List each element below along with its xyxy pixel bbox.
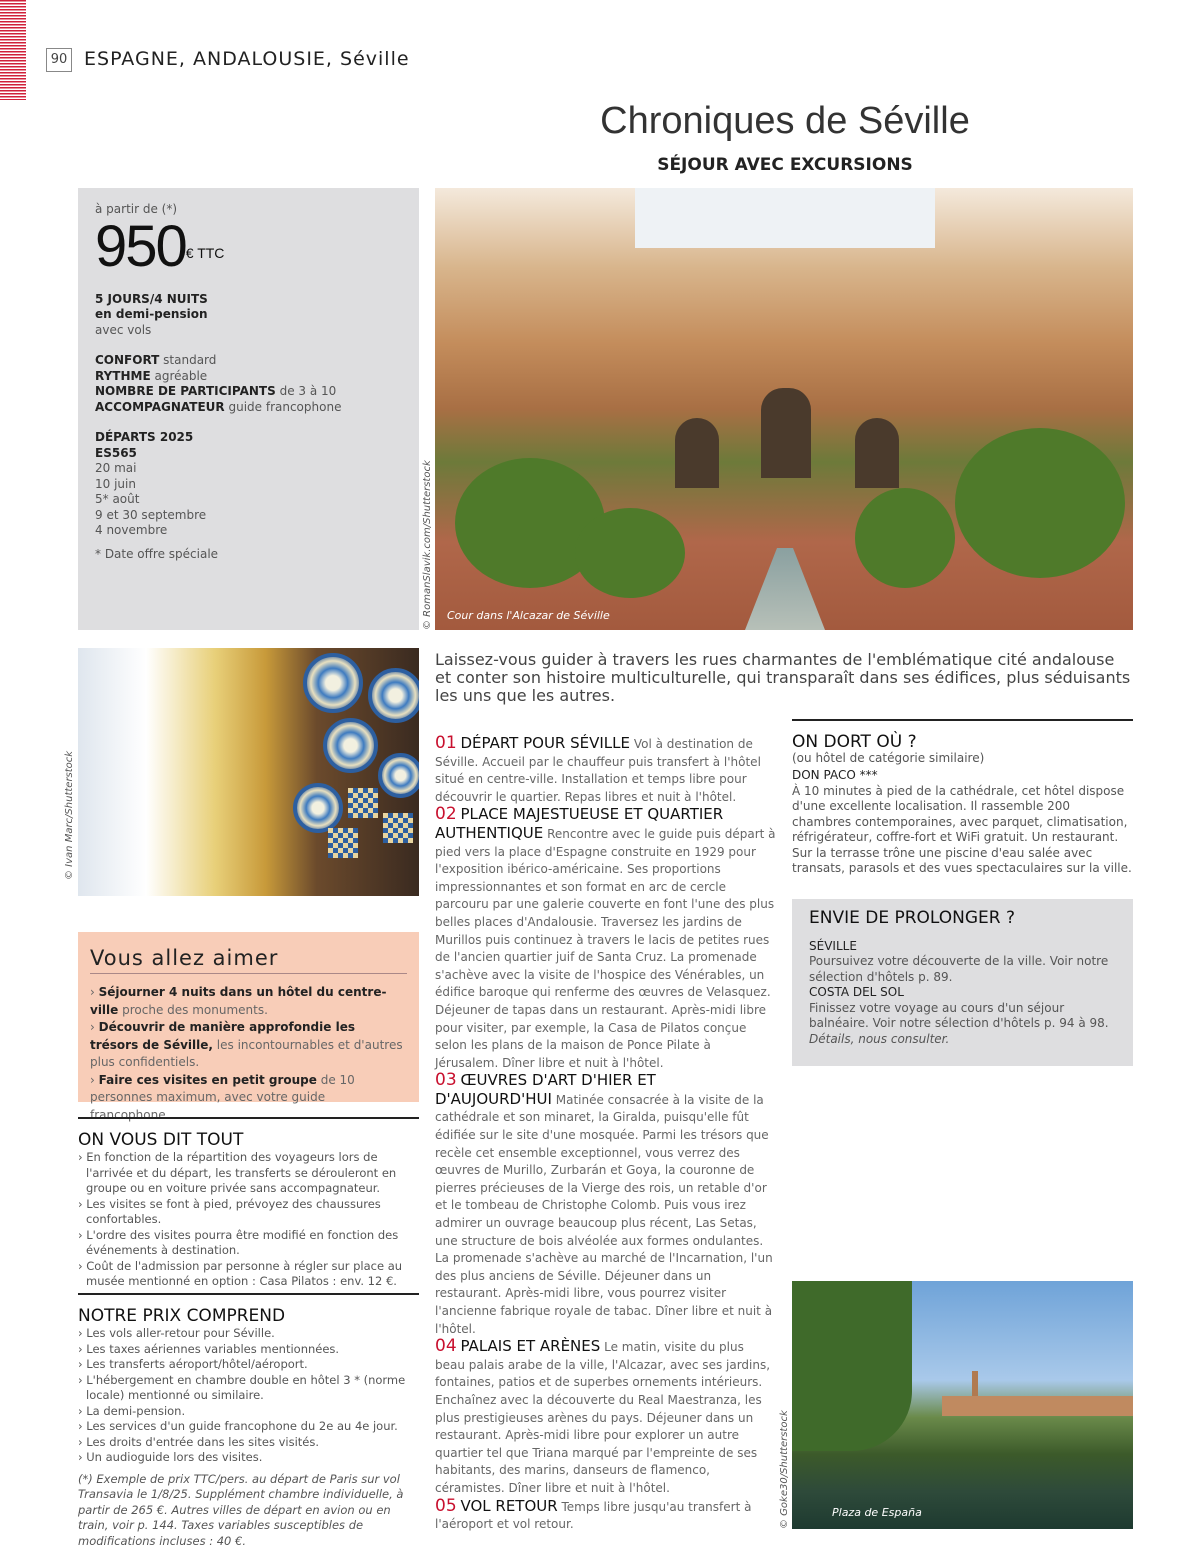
day-3 xyxy=(435,1072,777,1338)
day-5 xyxy=(435,1495,777,1534)
item-text: Les vols aller-retour pour Séville. xyxy=(86,1326,275,1340)
item-text: L'hébergement en chambre double en hôtel 3 * (norme locale) mentionné ou similaire. xyxy=(86,1372,406,1402)
board: en demi-pension xyxy=(95,307,208,321)
departure-date: 9 et 30 septembre xyxy=(95,507,207,522)
specs xyxy=(95,353,402,415)
departure-date: 10 juin xyxy=(95,476,136,491)
day-title: VOL RETOUR xyxy=(460,1496,558,1515)
day-title: PLACE MAJESTUEUSE ET QUARTIER AUTHENTIQUE xyxy=(435,805,724,842)
envie-de-prolonger-box xyxy=(792,899,1133,1066)
aimer-item-bold: Faire ces visites en petit groupe xyxy=(98,1072,317,1087)
list-item: › La demi-pension. xyxy=(78,1403,186,1418)
day-4 xyxy=(435,1338,777,1497)
aimer-item: › Séjourner 4 nuits dans un hôtel du centre-ville proche des monuments. xyxy=(90,985,387,1017)
item-text: Un audioguide lors des visites. xyxy=(86,1450,263,1464)
hotel-name: DON PACO *** xyxy=(792,768,878,782)
trip-code: ES565 xyxy=(95,445,137,460)
day-number: 05 xyxy=(435,1495,457,1516)
page-title: Chroniques de Séville xyxy=(600,100,970,142)
hotel-note: (ou hôtel de catégorie similaire) xyxy=(792,750,985,765)
section-title: ON VOUS DIT TOUT xyxy=(78,1130,244,1150)
list-item: › L'ordre des visites pourra être modifié en fonction des événements à destination. xyxy=(78,1227,399,1257)
intro-text: Laissez-vous guider à travers les rues charmantes de l'emblématique cité andalouse et conter son histoire multiculturelle, qui transparaît dans ses édifices, plus séduisants les uns que les autres. xyxy=(435,650,1131,705)
list-item: › Les visites se font à pied, prévoyez des chaussures confortables. xyxy=(78,1196,381,1226)
list-item: › Un audioguide lors des visites. xyxy=(78,1450,263,1464)
breadcrumb: ESPAGNE, ANDALOUSIE, Séville xyxy=(84,48,410,70)
photo3-caption: Plaza de España xyxy=(832,1506,922,1519)
list-item: › L'hébergement en chambre double en hôtel 3 * (norme locale) mentionné ou similaire. xyxy=(78,1372,406,1402)
day-text: Matinée consacrée à la visite de la cathédrale et son minaret, la Giralda, puisqu'elle fût édifiée sur le site d'une mosquée. Parmi les trésors que recèle cet ensemble exceptionnel, vous verrez des œuvres de Murillo, Zurbarán et Goya, la couronne de pierres précieuses de la Vierge des rois, un retable d'or et le tombeau de Christophe Colomb. Puis vous irez admirer un ouvrage beaucoup plus récent, Las Setas, une structure de bois alvéolée aux formes ondulantes. La promenade s'achève au marché de l'Incarnation, l'un des plus anciens de Séville. Déjeuner dans un restaurant. Après-midi libre, vous pourrez visiter l'ancienne fabrique royale de tabac. Dîner libre et nuit à l'hôtel. xyxy=(435,1092,773,1336)
list-item: › Coût de l'admission par personne à régler sur place au musée mentionné en option : Casa Pilatos : env. 12 €. xyxy=(78,1258,403,1288)
extension-note: Détails, nous consulter. xyxy=(809,1031,950,1046)
extension-text: Poursuivez votre découverte de la ville. Voir notre sélection d'hôtels p. 89. xyxy=(809,954,1109,984)
day-text: Temps libre jusqu'au transfert à l'aéroport et vol retour. xyxy=(435,1499,752,1532)
day-1 xyxy=(435,735,777,806)
day-2 xyxy=(435,806,777,1072)
price-value: 950 xyxy=(95,213,186,279)
spec-value: standard xyxy=(163,353,217,367)
day-text: Vol à destination de Séville. Accueil par le chauffeur puis transfert à l'hôtel situé en centre-ville. Installation et temps libre pour découvrir le quartier. Repas libres et nuit à l'hôtel. xyxy=(435,737,761,804)
price-note: (*) Exemple de prix TTC/pers. au départ de Paris sur vol Transavia le 1/8/25. Supplément chambre individuelle, à partir de 265 €. Autres villes de départ en avion ou en train, voir p. 144. Taxes variables susceptibles de modifications incluses : 40 €. xyxy=(78,1471,404,1548)
list-item: › Les vols aller-retour pour Séville. xyxy=(78,1326,275,1340)
day-number: 02 xyxy=(435,804,457,825)
item-text: Les services d'un guide francophone du 2e au 4e jour. xyxy=(86,1419,398,1433)
on-dort-ou xyxy=(792,719,1133,877)
decorative-stripes xyxy=(0,0,26,100)
spec-key: ACCOMPAGNATEUR xyxy=(95,399,225,414)
vous-allez-aimer-box xyxy=(78,932,419,1122)
spec-key: NOMBRE DE PARTICIPANTS xyxy=(95,384,276,398)
duration: 5 JOURS/4 NUITS xyxy=(95,291,208,306)
price-unit: € TTC xyxy=(185,244,225,261)
departure-date: 5* août xyxy=(95,492,140,506)
day-number: 01 xyxy=(435,733,457,753)
itinerary xyxy=(435,735,777,1534)
day-number: 04 xyxy=(435,1336,457,1357)
aimer-item-text: proche des monuments. xyxy=(118,1002,268,1017)
photo2-credit: © Ivan Marc/Shutterstock xyxy=(64,750,75,880)
photo3-credit: © Goke30/Shutterstock xyxy=(779,1410,790,1529)
extension-title: SÉVILLE xyxy=(809,938,857,953)
aimer-item: › Découvrir de manière approfondie les trésors de Séville, les incontournables et d'autres plus confidentiels. xyxy=(90,1020,403,1069)
departures-title: DÉPARTS 2025 xyxy=(95,430,194,444)
from-label: à partir de (*) xyxy=(95,202,178,216)
photo-ceramic-plates xyxy=(78,648,419,896)
aimer-item-bold: Séjourner 4 nuits dans un hôtel du centre-ville xyxy=(90,985,387,1017)
item-text: Les droits d'entrée dans les sites visités. xyxy=(86,1434,320,1449)
day-text: Rencontre avec le guide puis départ à pied vers la place d'Espagne construite en 1929 pour l'exposition ibérico-américaine. Ses proportions impressionnantes et son format en arc de cercle parcouru par une galerie couverte en font l'une des plus belles places d'Andalousie. Traversez les jardins de Murillos puis continuez à travers le lacis de petites rues de l'ancien quartier juif de Santa Cruz. La promenade s'achève avec la visite de l'hospice des Vénérables, un édifice baroque qui renferme des œuvres de Velasquez. Déjeuner de tapas dans un restaurant. Après-midi libre pour visiter, par exemple, la Casa de Pilatos conçue selon les plans de la maison de Ponce Pilate à Jérusalem. Dîner libre et nuit à l'hôtel. xyxy=(435,826,776,1070)
extension-title: COSTA DEL SOL xyxy=(809,985,904,999)
on-vous-dit-tout xyxy=(78,1117,419,1290)
extension-text: Finissez votre voyage au cours d'un séjour balnéaire. Voir notre sélection d'hôtels p. 94 à 98. xyxy=(809,1000,1109,1030)
list-item: › Les droits d'entrée dans les sites visités. xyxy=(78,1434,320,1449)
photo-plaza-de-espana xyxy=(792,1281,1133,1529)
page-number: 90 xyxy=(46,48,72,72)
item-text: Les taxes aériennes variables mentionnées. xyxy=(86,1341,340,1356)
aimer-item-bold: Découvrir de manière approfondie les trésors de Séville, xyxy=(90,1020,355,1052)
departure-date: 4 novembre xyxy=(95,523,168,537)
price-info-box xyxy=(78,188,419,630)
item-text: L'ordre des visites pourra être modifié en fonction des événements à destination. xyxy=(86,1227,399,1257)
day-title: PALAIS ET ARÈNES xyxy=(460,1337,601,1356)
spec-key: CONFORT xyxy=(95,353,160,367)
item-text: Coût de l'admission par personne à régler sur place au musée mentionné en option : Casa Pilatos : env. 12 €. xyxy=(86,1258,403,1288)
hotel-description: À 10 minutes à pied de la cathédrale, cet hôtel dispose d'une excellente localisation. Il rassemble 200 chambres contemporaines, avec parquet, climatisation, réfrigérateur, coffre-fort et WiFi gratuit. Un restaurant. Sur la terrasse trône une piscine d'eau salée avec transats, parasols et des vues spectaculaires sur la ville. xyxy=(792,783,1132,875)
list-item: › Les services d'un guide francophone du 2e au 4e jour. xyxy=(78,1419,398,1433)
footnote: * Date offre spéciale xyxy=(95,546,219,561)
item-text: Les visites se font à pied, prévoyez des chaussures confortables. xyxy=(86,1196,381,1226)
departure-date: 20 mai xyxy=(95,461,137,475)
flights: avec vols xyxy=(95,322,152,337)
spec-key: RYTHME xyxy=(95,368,151,383)
spec-value: agréable xyxy=(154,368,208,383)
item-text: La demi-pension. xyxy=(86,1403,186,1418)
price xyxy=(95,213,402,279)
hero-credit: © RomanSlavik.com/Shutterstock xyxy=(422,460,433,630)
aimer-item: › Faire ces visites en petit groupe de 10 personnes maximum, avec votre guide francophone. xyxy=(90,1072,355,1122)
spec-value: de 3 à 10 xyxy=(279,384,337,398)
list-item: › Les transferts aéroport/hôtel/aéroport. xyxy=(78,1357,308,1371)
aimer-item-text: les incontournables et d'autres plus confidentiels. xyxy=(90,1037,403,1069)
page-subtitle: SÉJOUR AVEC EXCURSIONS xyxy=(657,155,913,175)
hero-photo-alcazar xyxy=(435,188,1133,630)
section-title: ON DORT OÙ ? xyxy=(792,732,917,752)
aimer-title: Vous allez aimer xyxy=(90,946,407,974)
notre-prix-comprend xyxy=(78,1293,419,1549)
day-text: Le matin, visite du plus beau palais arabe de la ville, l'Alcazar, avec ses jardins, fontaines, patios et de superbes ornements intérieurs. Enchaînez avec la découverte du Real Maestranza, les plus prestigieuses arènes du pays. Déjeuner dans un restaurant. Après-midi libre pour explorer un autre quartier tel que Triana marqué par l'empreinte de ses habitants, des marins, danseurs de flamenco, céramistes. Dîner libre et nuit à l'hôtel. xyxy=(435,1340,771,1495)
hero-caption: Cour dans l'Alcazar de Séville xyxy=(447,609,610,622)
section-title: NOTRE PRIX COMPREND xyxy=(78,1306,286,1326)
item-text: En fonction de la répartition des voyageurs lors de l'arrivée et du départ, les transferts se dérouleront en groupe ou en voiture privée sans accompagnateur. xyxy=(86,1150,397,1195)
section-title: ENVIE DE PROLONGER ? xyxy=(809,908,1016,928)
aimer-item-text: de 10 personnes maximum, avec votre guide francophone. xyxy=(90,1072,355,1122)
day-number: 03 xyxy=(435,1070,457,1091)
list-item: › Les taxes aériennes variables mentionnées. xyxy=(78,1341,340,1356)
day-title: DÉPART POUR SÉVILLE xyxy=(460,734,631,752)
item-text: Les transferts aéroport/hôtel/aéroport. xyxy=(86,1357,308,1371)
day-title: ŒUVRES D'ART D'HIER ET D'AUJOURD'HUI xyxy=(435,1071,656,1108)
spec-value: guide francophone xyxy=(228,399,342,414)
list-item: › En fonction de la répartition des voyageurs lors de l'arrivée et du départ, les transferts se dérouleront en groupe ou en voiture privée sans accompagnateur. xyxy=(78,1150,397,1195)
